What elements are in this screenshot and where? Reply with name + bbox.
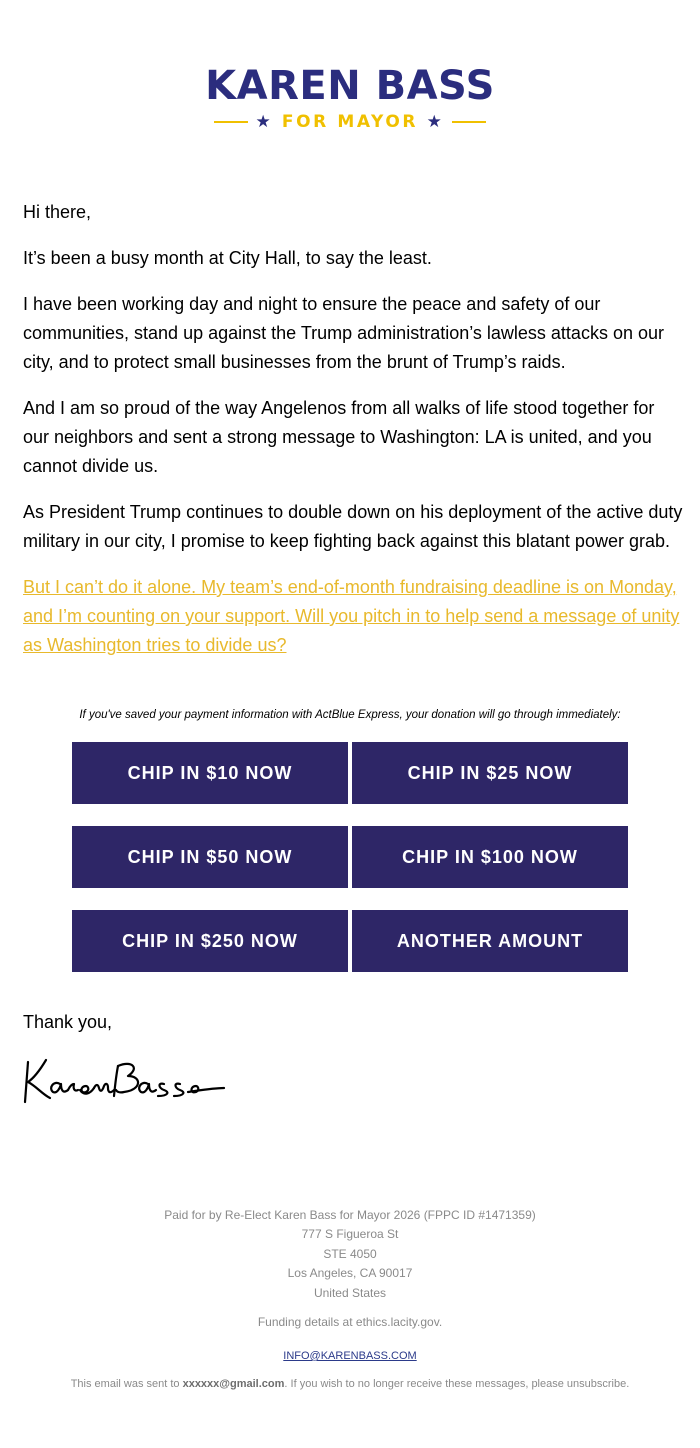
contact-email-link[interactable]: INFO@KARENBASS.COM xyxy=(283,1350,417,1362)
funding-details: Funding details at ethics.lacity.gov. xyxy=(257,1315,443,1329)
chip-in-100-button[interactable]: CHIP IN $100 NOW xyxy=(352,826,628,888)
unsubscribe-text[interactable]: . If you wish to no longer receive these messages, please unsubscribe. xyxy=(284,1378,630,1390)
paragraph: And I am so proud of the way Angelenos from all walks of life stood together for our neighbors and sent a strong message to Washington: LA is united, and you cannot divide us. xyxy=(23,398,655,476)
email-body xyxy=(23,198,683,677)
chip-in-50-button[interactable]: CHIP IN $50 NOW xyxy=(72,826,348,888)
logo-name: KAREN BASS xyxy=(205,63,495,109)
chip-in-250-button[interactable]: CHIP IN $250 NOW xyxy=(72,910,348,972)
another-amount-button[interactable]: ANOTHER AMOUNT xyxy=(352,910,628,972)
footer-address xyxy=(0,1206,700,1303)
star-icon: ★ xyxy=(255,112,274,132)
closing: Thank you, xyxy=(23,1012,113,1032)
logo-divider-right xyxy=(452,121,486,123)
unsubscribe-notice: This email was sent to xxxxxx@gmail.com. If you wish to no longer receive these messages, please unsubscribe. xyxy=(70,1378,630,1390)
paragraph: It’s been a busy month at City Hall, to say the least. xyxy=(23,248,432,268)
chip-in-10-button[interactable]: CHIP IN $10 NOW xyxy=(72,742,348,804)
paid-for-disclaimer: Paid for by Re-Elect Karen Bass for Mayor 2026 (FPPC ID #1471359) xyxy=(164,1208,536,1222)
logo-tagline-row xyxy=(213,110,487,134)
paragraph: I have been working day and night to ensure the peace and safety of our communities, stand up against the Trump administration’s lawless attacks on our city, and to protect small businesses from the brunt of Trump’s raids. xyxy=(23,294,664,372)
donate-cta-link[interactable]: But I can’t do it alone. My team’s end-of-month fundraising deadline is on Monday, and I’m counting on your support. Will you pitch in to help send a message of unity as Washington tries to divide us? xyxy=(23,577,680,655)
star-icon: ★ xyxy=(426,112,445,132)
country: United States xyxy=(313,1285,387,1300)
city-state-zip: Los Angeles, CA 90017 xyxy=(287,1266,413,1281)
campaign-logo xyxy=(0,62,700,134)
greeting: Hi there, xyxy=(23,202,92,222)
logo-divider-left xyxy=(214,121,248,123)
suite: STE 4050 xyxy=(323,1246,377,1261)
recipient-email: xxxxxx@gmail.com xyxy=(182,1378,285,1390)
logo-tagline: FOR MAYOR xyxy=(281,112,419,132)
signature xyxy=(20,1052,230,1108)
actblue-note: If you've saved your payment information with ActBlue Express, your donation will go through immediately: xyxy=(79,709,621,721)
street-address: 777 S Figueroa St xyxy=(301,1227,399,1242)
paragraph: As President Trump continues to double down on his deployment of the active duty military in our city, I promise to keep fighting back against this blatant power grab. xyxy=(23,502,683,551)
chip-in-25-button[interactable]: CHIP IN $25 NOW xyxy=(352,742,628,804)
